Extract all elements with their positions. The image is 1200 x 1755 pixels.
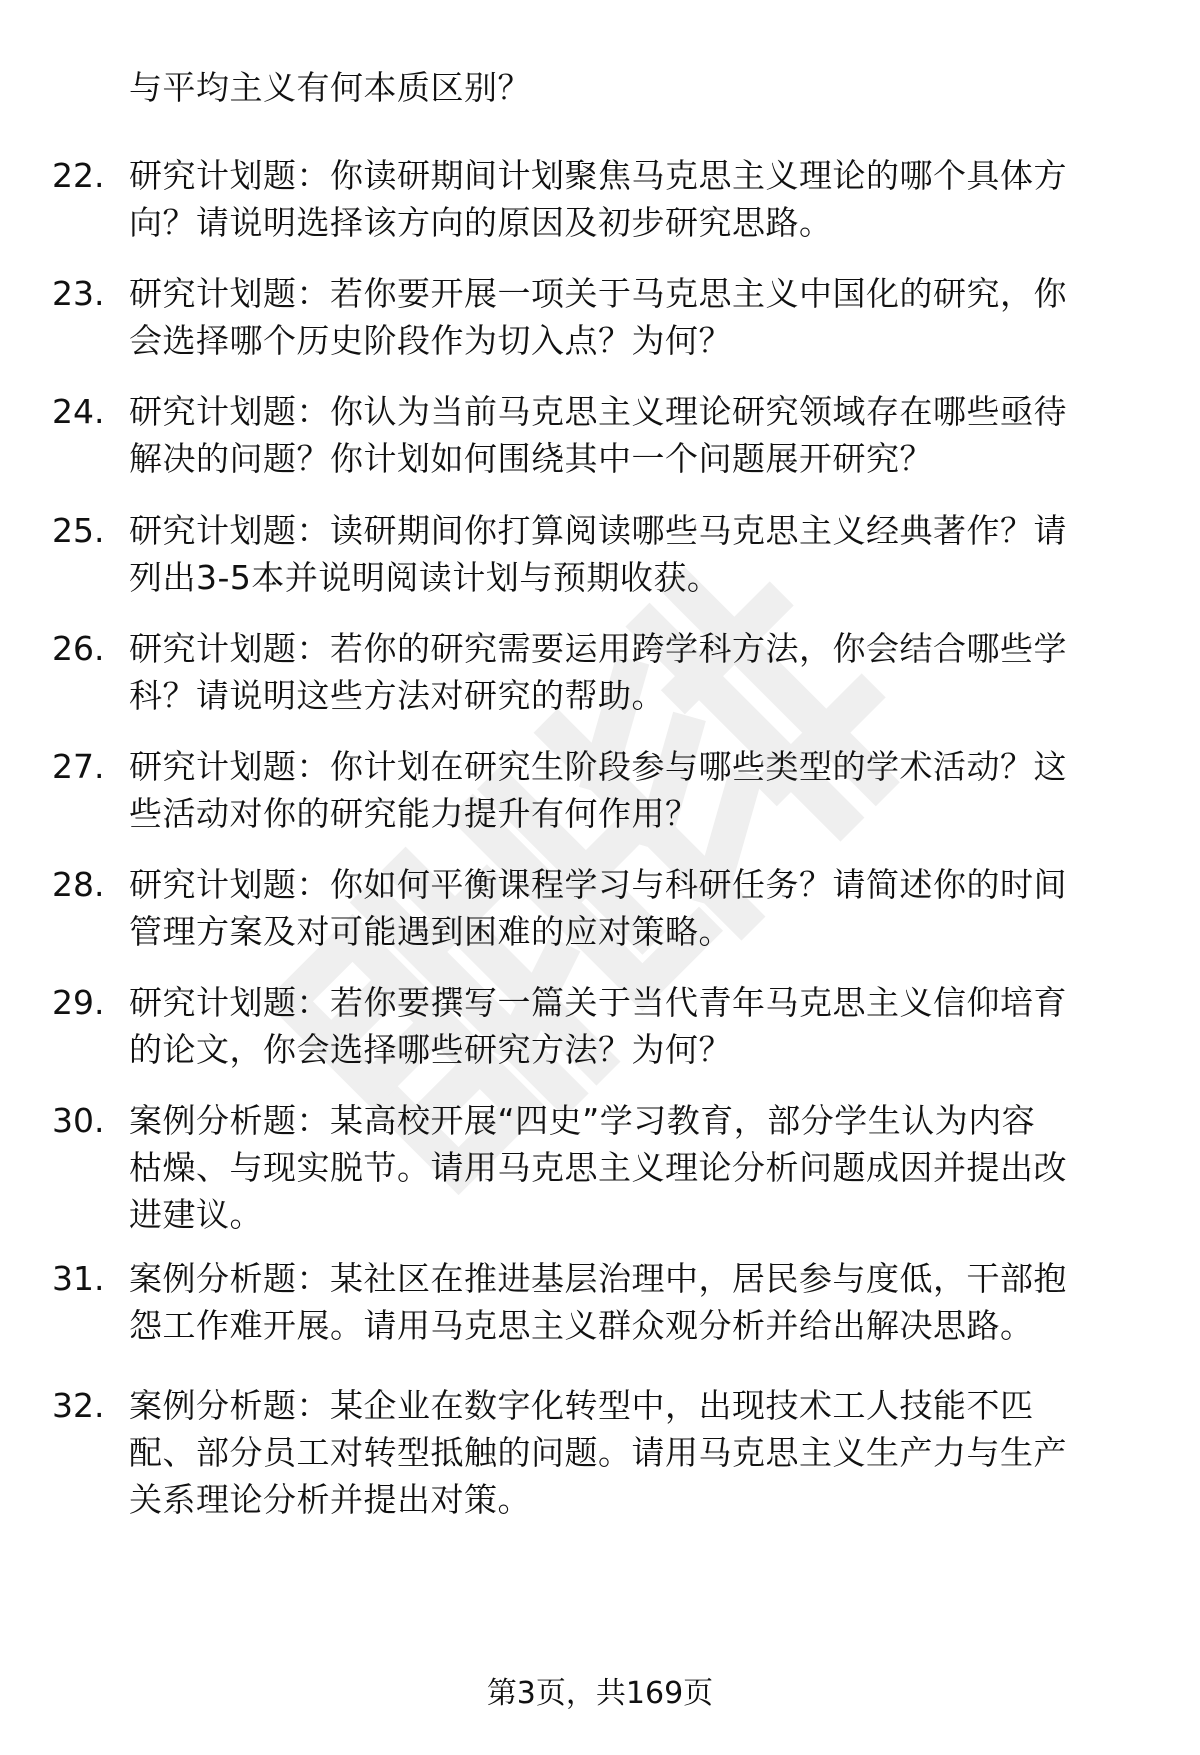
question-text-line: 解决的问题？你计划如何围绕其中一个问题展开研究？	[129, 439, 933, 478]
question-number: 31.	[52, 1259, 105, 1298]
question-text-line: 研究计划题：你如何平衡课程学习与科研任务？请简述你的时间	[129, 865, 1067, 904]
question-number: 26.	[52, 629, 105, 668]
question-text-line: 的论文，你会选择哪些研究方法？为何？	[129, 1030, 732, 1069]
question-text-line: 列出3-5本并说明阅读计划与预期收获。	[129, 558, 721, 597]
question-text-line: 研究计划题：若你的研究需要运用跨学科方法，你会结合哪些学	[129, 629, 1067, 668]
question-text-line: 会选择哪个历史阶段作为切入点？为何？	[129, 321, 732, 360]
question-text-line: 研究计划题：若你要撰写一篇关于当代青年马克思主义信仰培育	[129, 983, 1067, 1022]
question-text-line: 研究计划题：读研期间你打算阅读哪些马克思主义经典著作？请	[129, 511, 1067, 550]
question-text-line: 管理方案及对可能遇到困难的应对策略。	[129, 912, 732, 951]
question-number: 29.	[52, 983, 105, 1022]
question-number: 23.	[52, 274, 105, 313]
question-number: 22.	[52, 156, 105, 195]
question-text-line: 研究计划题：你计划在研究生阶段参与哪些类型的学术活动？这	[129, 747, 1067, 786]
question-text-line: 配、部分员工对转型抵触的问题。请用马克思主义生产力与生产	[129, 1433, 1067, 1472]
question-text-line: 研究计划题：你认为当前马克思主义理论研究领域存在哪些亟待	[129, 392, 1067, 431]
question-number: 30.	[52, 1101, 105, 1140]
question-number: 25.	[52, 511, 105, 550]
continuation-text: 与平均主义有何本质区别？	[129, 68, 531, 107]
question-text-line: 些活动对你的研究能力提升有何作用？	[129, 794, 699, 833]
question-text-line: 枯燥、与现实脱节。请用马克思主义理论分析问题成因并提出改	[129, 1148, 1067, 1187]
question-text-line: 进建议。	[129, 1195, 263, 1234]
question-number: 32.	[52, 1386, 105, 1425]
question-text-line: 案例分析题：某高校开展“四史”学习教育，部分学生认为内容	[129, 1101, 1036, 1140]
question-text-line: 研究计划题：你读研期间计划聚焦马克思主义理论的哪个具体方	[129, 156, 1067, 195]
question-text-line: 向？请说明选择该方向的原因及初步研究思路。	[129, 203, 833, 242]
question-text-line: 案例分析题：某企业在数字化转型中，出现技术工人技能不匹	[129, 1386, 1034, 1425]
question-text-line: 关系理论分析并提出对策。	[129, 1480, 531, 1519]
question-text-line: 研究计划题：若你要开展一项关于马克思主义中国化的研究，你	[129, 274, 1067, 313]
question-text-line: 怨工作难开展。请用马克思主义群众观分析并给出解决思路。	[129, 1306, 1034, 1345]
question-text-line: 案例分析题：某社区在推进基层治理中，居民参与度低，干部抱	[129, 1259, 1067, 1298]
question-number: 28.	[52, 865, 105, 904]
question-number: 27.	[52, 747, 105, 786]
question-text-line: 科？请说明这些方法对研究的帮助。	[129, 676, 665, 715]
question-number: 24.	[52, 392, 105, 431]
page-footer: 第3页，共169页	[486, 1676, 714, 1711]
